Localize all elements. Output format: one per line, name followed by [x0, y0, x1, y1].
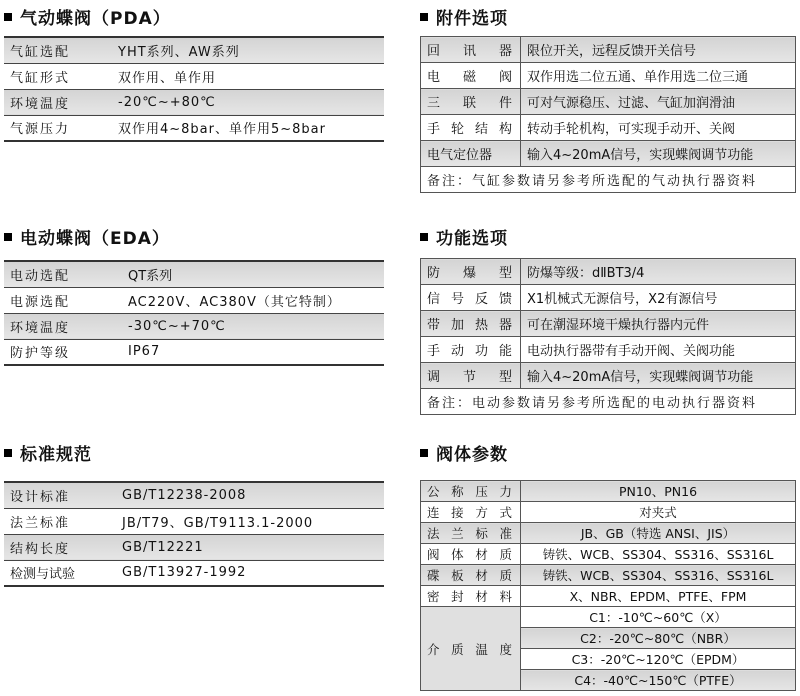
row-value: PN10、PN16	[521, 481, 796, 502]
temp-value: C3：-20℃~120℃（EPDM）	[521, 649, 796, 670]
table-row	[421, 363, 796, 389]
pda-table	[4, 36, 384, 142]
functions-title-text: 功能选项	[436, 229, 508, 249]
temp-value: C4：-40℃~150℃（PTFE）	[521, 670, 796, 691]
row-value: -30℃~+70℃	[122, 313, 384, 339]
pda-title-text: 气动蝶阀（PDA）	[20, 9, 171, 29]
row-label: 信号反馈	[421, 285, 521, 311]
table-row	[421, 337, 796, 363]
row-label: 电气定位器	[421, 141, 521, 167]
row-label: 气缸选配	[4, 37, 112, 63]
row-value: QT系列	[122, 261, 384, 287]
table-row	[4, 560, 384, 586]
row-label: 法兰标准	[4, 508, 116, 534]
row-value: GB/T13927-1992	[116, 560, 384, 586]
row-label: 检测与试验	[4, 560, 116, 586]
row-label: 法兰标准	[421, 523, 521, 544]
row-value: JB/T79、GB/T9113.1-2000	[116, 508, 384, 534]
section-title-functions	[420, 224, 508, 249]
table-row	[4, 115, 384, 141]
section-title-pda	[4, 4, 171, 29]
row-label: 电源选配	[4, 287, 122, 313]
functions-note: 备注：电动参数请另参考所选配的电动执行器资料	[421, 389, 796, 415]
row-value: X1机械式无源信号，X2有源信号	[521, 285, 796, 311]
row-label: 电磁阀	[421, 63, 521, 89]
bullet-square-icon	[420, 13, 428, 21]
row-label: 回讯器	[421, 37, 521, 63]
table-row	[421, 37, 796, 63]
row-value: 对夹式	[521, 502, 796, 523]
table-row	[421, 63, 796, 89]
row-value: 双作用选二位五通、单作用选二位三通	[521, 63, 796, 89]
table-row	[421, 502, 796, 523]
row-label: 环境温度	[4, 313, 122, 339]
standards-title-text: 标准规范	[20, 445, 92, 465]
table-row	[421, 285, 796, 311]
table-row	[4, 482, 384, 508]
bullet-square-icon	[420, 449, 428, 457]
row-label: 三联件	[421, 89, 521, 115]
functions-table	[420, 258, 796, 415]
row-label: 防护等级	[4, 339, 122, 365]
eda-title-text: 电动蝶阀（EDA）	[20, 229, 170, 249]
accessories-note: 备注：气缸参数请另参考所选配的气动执行器资料	[421, 167, 796, 193]
row-value: 转动手轮机构，可实现手动开、关阀	[521, 115, 796, 141]
table-row	[4, 287, 384, 313]
row-label: 密封材料	[421, 586, 521, 607]
row-label: 连接方式	[421, 502, 521, 523]
row-value: IP67	[122, 339, 384, 365]
row-label: 手动功能	[421, 337, 521, 363]
row-label: 气源压力	[4, 115, 112, 141]
row-value: -20℃~+80℃	[112, 89, 384, 115]
row-label: 调节型	[421, 363, 521, 389]
bullet-square-icon	[4, 13, 12, 21]
row-value: 输入4~20mA信号，实现蝶阀调节功能	[521, 141, 796, 167]
table-row	[4, 63, 384, 89]
table-row	[4, 313, 384, 339]
accessories-table	[420, 36, 796, 193]
row-label: 阀体材质	[421, 544, 521, 565]
table-row	[4, 339, 384, 365]
table-row	[421, 89, 796, 115]
body-params-table	[420, 480, 796, 691]
table-row	[421, 544, 796, 565]
table-row	[421, 607, 796, 628]
row-value: AC220V、AC380V（其它特制）	[122, 287, 384, 313]
row-label: 气缸形式	[4, 63, 112, 89]
row-value: YHT系列、AW系列	[112, 37, 384, 63]
body-params-title-text: 阀体参数	[436, 445, 508, 465]
row-value: 铸铁、WCB、SS304、SS316、SS316L	[521, 544, 796, 565]
row-label: 介质温度	[421, 607, 521, 691]
eda-table	[4, 260, 384, 366]
row-label: 碟板材质	[421, 565, 521, 586]
row-value: 电动执行器带有手动开阀、关阀功能	[521, 337, 796, 363]
table-row	[421, 565, 796, 586]
temp-value: C2：-20℃~80℃（NBR）	[521, 628, 796, 649]
bullet-square-icon	[4, 449, 12, 457]
row-value: GB/T12221	[116, 534, 384, 560]
row-value: 防爆等级：dⅡBT3/4	[521, 259, 796, 285]
row-value: X、NBR、EPDM、PTFE、FPM	[521, 586, 796, 607]
row-value: 可对气源稳压、过滤、气缸加润滑油	[521, 89, 796, 115]
row-label: 防爆型	[421, 259, 521, 285]
table-row	[421, 259, 796, 285]
table-row	[421, 141, 796, 167]
section-title-eda	[4, 224, 170, 249]
row-value: GB/T12238-2008	[116, 482, 384, 508]
row-label: 设计标准	[4, 482, 116, 508]
note-row	[421, 389, 796, 415]
table-row	[4, 508, 384, 534]
bullet-square-icon	[4, 233, 12, 241]
table-row	[421, 115, 796, 141]
row-value: 限位开关，远程反馈开关信号	[521, 37, 796, 63]
table-row	[4, 261, 384, 287]
row-label: 带加热器	[421, 311, 521, 337]
table-row	[421, 586, 796, 607]
table-row	[421, 311, 796, 337]
row-value: 铸铁、WCB、SS304、SS316、SS316L	[521, 565, 796, 586]
table-row	[421, 481, 796, 502]
bullet-square-icon	[420, 233, 428, 241]
section-title-body-params	[420, 440, 508, 465]
row-value: 双作用4~8bar、单作用5~8bar	[112, 115, 384, 141]
row-value: 双作用、单作用	[112, 63, 384, 89]
note-row	[421, 167, 796, 193]
row-label: 公称压力	[421, 481, 521, 502]
row-value: 可在潮湿环境干燥执行器内元件	[521, 311, 796, 337]
table-row	[4, 89, 384, 115]
temp-value: C1：-10℃~60℃（X）	[521, 607, 796, 628]
table-row	[421, 523, 796, 544]
table-row	[4, 37, 384, 63]
row-label: 手轮结构	[421, 115, 521, 141]
row-label: 电动选配	[4, 261, 122, 287]
standards-table	[4, 481, 384, 587]
row-value: JB、GB（特选 ANSI、JIS）	[521, 523, 796, 544]
row-label: 环境温度	[4, 89, 112, 115]
row-value: 输入4~20mA信号，实现蝶阀调节功能	[521, 363, 796, 389]
section-title-standards	[4, 440, 92, 465]
row-label: 结构长度	[4, 534, 116, 560]
section-title-accessories	[420, 4, 508, 29]
accessories-title-text: 附件选项	[436, 9, 508, 29]
table-row	[4, 534, 384, 560]
